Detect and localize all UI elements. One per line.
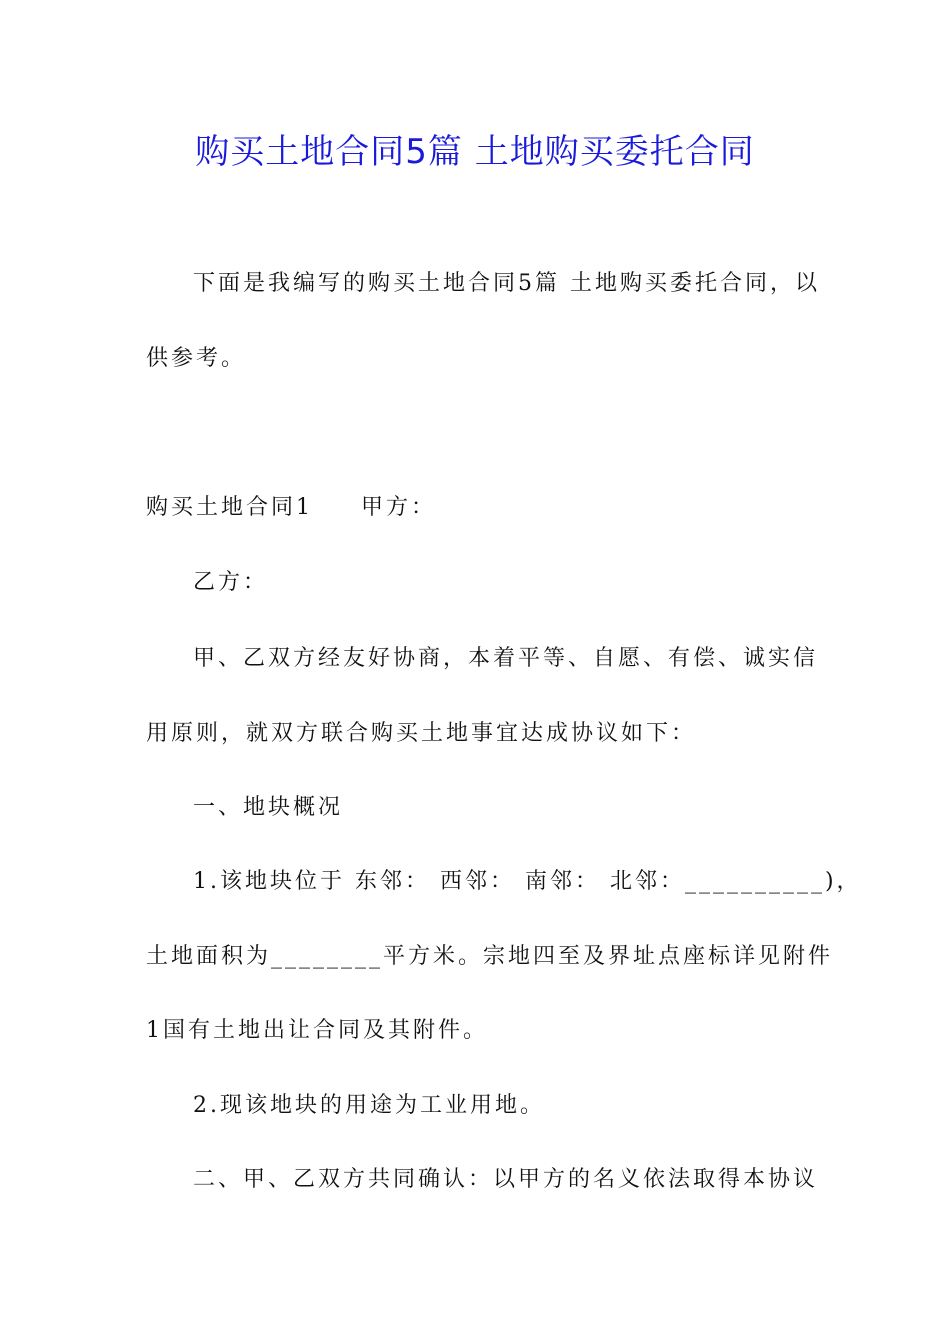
- clause-1-1-line-1: 1.该地块位于 东邻： 西邻： 南邻： 北邻：__________)，: [193, 869, 862, 894]
- clause-1-2: 2.现该地块的用途为工业用地。: [193, 1093, 545, 1118]
- clause-1-1-line-3: 1国有土地出让合同及其附件。: [146, 1018, 488, 1043]
- paragraph-1-line-2: 用原则，就双方联合购买土地事宜达成协议如下：: [146, 721, 697, 746]
- paragraph-1-line-1: 甲、乙双方经友好协商，本着平等、自愿、有偿、诚实信: [193, 646, 819, 671]
- clause-2-line-1: 二、甲、乙双方共同确认：以甲方的名义依法取得本协议: [193, 1167, 819, 1192]
- document-title: 购买土地合同5篇 土地购买委托合同: [195, 132, 755, 172]
- party-a-label: 甲方：: [361, 495, 437, 520]
- intro-line-1: 下面是我编写的购买土地合同5篇 土地购买委托合同，以: [193, 271, 820, 296]
- party-b-label: 乙方：: [193, 570, 269, 595]
- intro-line-2: 供参考。: [146, 346, 247, 371]
- section-heading: 购买土地合同1: [146, 495, 313, 520]
- section-heading-row: [146, 492, 436, 524]
- clause-1-heading: 一、地块概况: [193, 795, 344, 820]
- clause-1-1-line-2: 土地面积为________平方米。宗地四至及界址点座标详见附件: [146, 944, 834, 969]
